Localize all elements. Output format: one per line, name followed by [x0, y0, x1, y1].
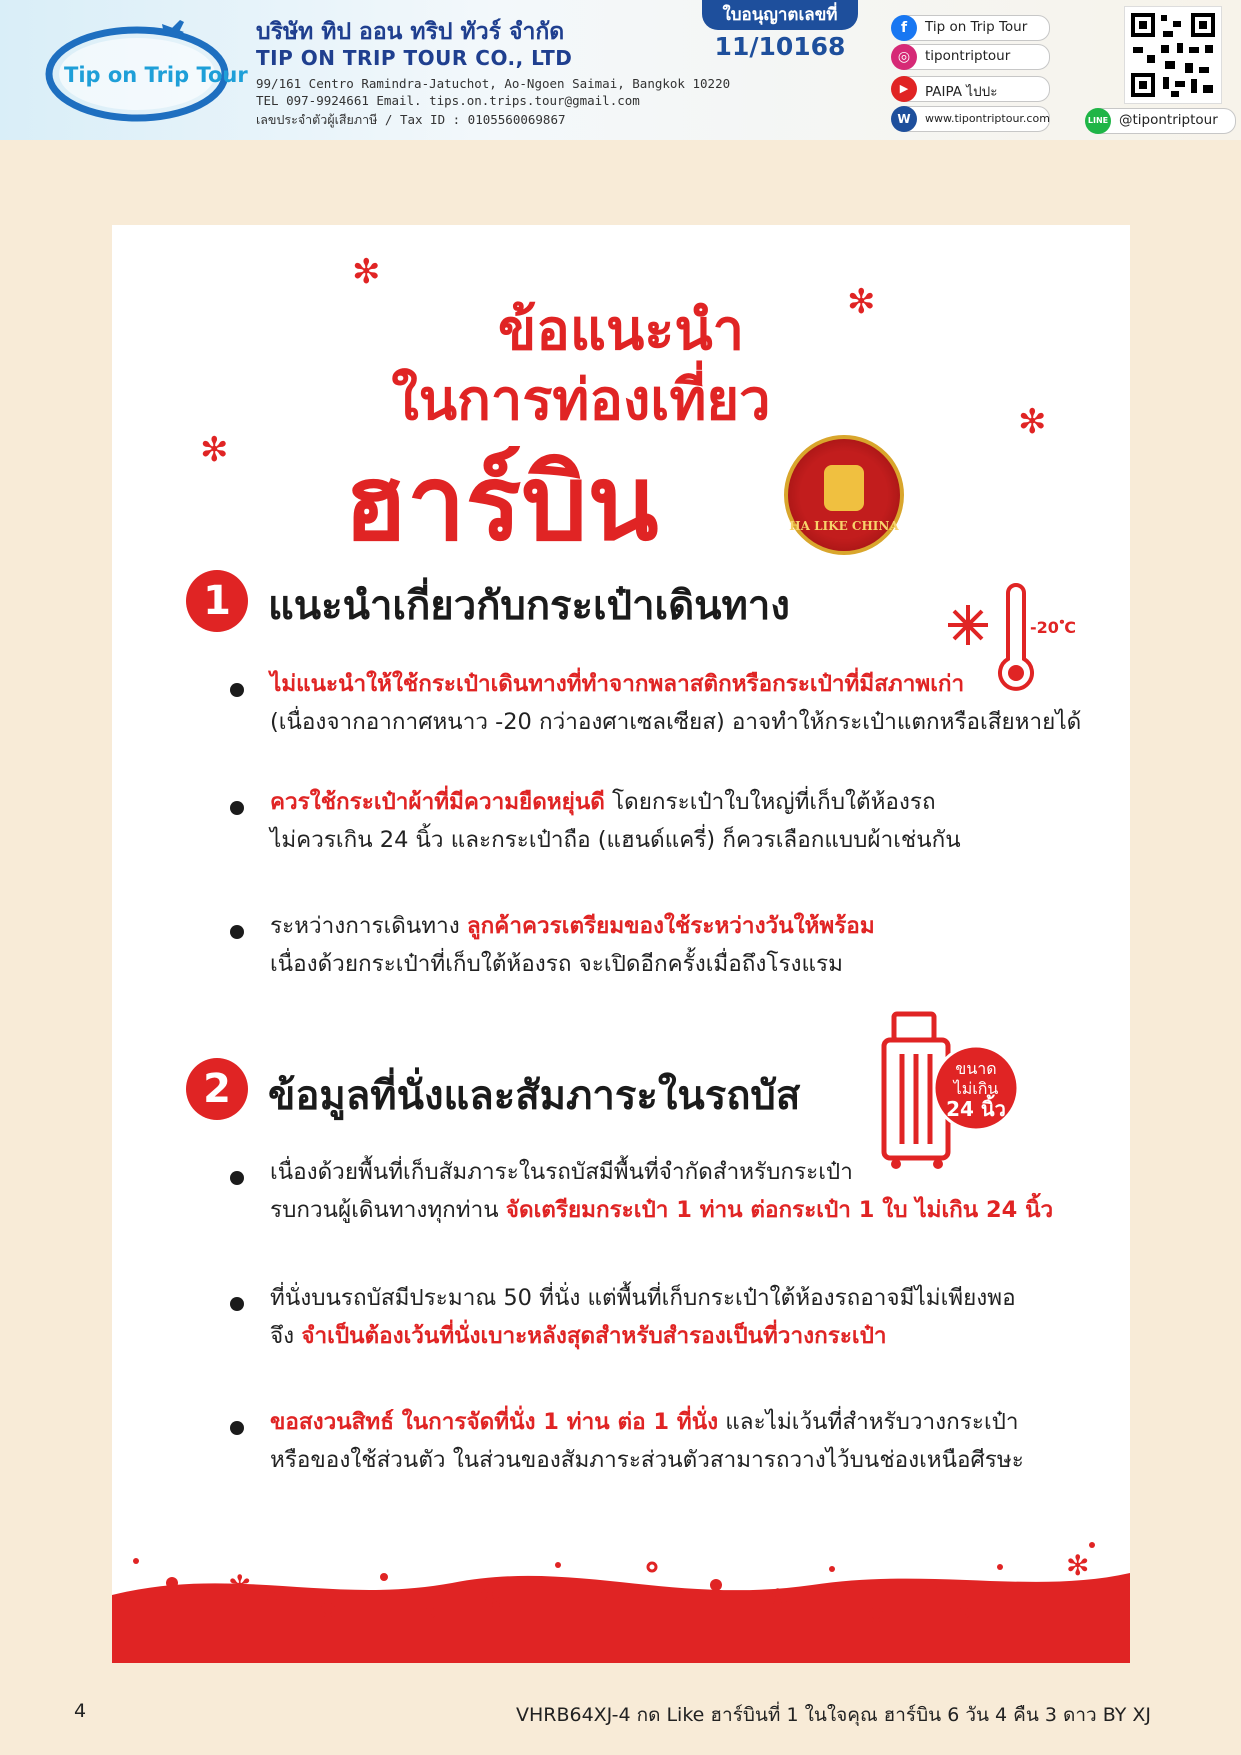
- svg-text:ไม่เกิน: ไม่เกิน: [953, 1079, 999, 1098]
- website-link[interactable]: [892, 106, 1050, 132]
- svg-text:ขนาด: ขนาด: [955, 1059, 997, 1078]
- snowflake-icon: ✻: [766, 1583, 790, 1616]
- snowflake-icon: ✻: [352, 252, 381, 292]
- page-number: 4: [74, 1700, 87, 1722]
- thumbs-up-icon: [824, 465, 864, 511]
- instagram-link[interactable]: [892, 44, 1050, 70]
- bullet: [230, 1297, 244, 1311]
- facebook-icon: f: [891, 15, 917, 41]
- section-heading: ข้อมูลที่นั่งและสัมภาระในรถบัส: [268, 1073, 801, 1119]
- bullet: [230, 801, 244, 815]
- section-number: 1: [186, 570, 248, 632]
- snowflake-icon: ✻: [847, 282, 876, 322]
- tour-code-footer: VHRB64XJ-4 กด Like ฮาร์บินที่ 1 ในใจคุณ ฮาร์บิน 6 วัน 4 คืน 3 ดาว BY XJ: [515, 1704, 1151, 1726]
- list-item: ระหว่างการเดินทาง ลูกค้าควรเตรียมของใช้ระหว่างวันให้พร้อม เนื่องด้วยกระเป๋าที่เก็บใต้ห้องรถ จะเปิดอีกครั้งเมื่อถึงโรงแรม: [270, 913, 875, 977]
- company-name-thai: บริษัท ทิป ออน ทริป ทัวร์ จำกัด: [256, 19, 565, 45]
- list-item: เนื่องด้วยพื้นที่เก็บสัมภาระในรถบัสมีพื้นที่จำกัดสำหรับกระเป๋า รบกวนผู้เดินทางทุกท่าน จัดเตรียมกระเป๋า 1 ท่าน ต่อกระเป๋า 1 ใบ ไม่เกิน 24 นิ้ว: [270, 1159, 1054, 1223]
- list-item: ขอสงวนสิทธ์ ในการจัดที่นั่ง 1 ท่าน ต่อ 1 ที่นั่ง และไม่เว้นที่สำหรับวางกระเป๋า หรือของใช้ส่วนตัว ในส่วนของสัมภาระส่วนตัวสามารถวางไว้บนช่องเหนือศีรษะ: [270, 1409, 1024, 1473]
- license-label: ใบอนุญาตเลขที่: [702, 0, 858, 30]
- section-number: 2: [186, 1058, 248, 1120]
- section-heading: แนะนำเกี่ยวกับกระเป๋าเดินทาง: [268, 583, 790, 629]
- snowflake-icon: ✻: [228, 1569, 252, 1602]
- list-item: ควรใช้กระเป๋าผ้าที่มีความยืดหยุ่นดี โดยกระเป๋าใบใหญ่ที่เก็บใต้ห้องรถ ไม่ควรเกิน 24 นิ้ว และกระเป๋าถือ (แฮนด์แครี่) ก็ควรเลือกแบบผ้าเช่นกัน: [270, 789, 961, 853]
- line-label: @tipontriptour: [1119, 112, 1218, 128]
- harbin-tips-poster: [112, 225, 1130, 1663]
- instagram-label: tipontriptour: [925, 48, 1011, 64]
- svg-text:Tip on Trip Tour: Tip on Trip Tour: [64, 63, 248, 87]
- line-link[interactable]: [1086, 108, 1236, 134]
- youtube-link[interactable]: [892, 76, 1050, 102]
- company-address: 99/161 Centro Ramindra-Jatuchot, Ao-Ngoen Saimai, Bangkok 10220: [256, 76, 731, 91]
- list-item: ไม่แนะนำให้ใช้กระเป๋าเดินทางที่ทำจากพลาสติกหรือกระเป๋าที่มีสภาพเก่า (เนื่องจากอากาศหนาว -20 กว่าองศาเซลเซียส) อาจทำให้กระเป๋าแตกหรือเสียหายได้: [270, 671, 1082, 735]
- poster-title-line2: ในการท่องเที่ยว: [391, 368, 771, 433]
- instagram-icon: ◎: [891, 44, 917, 70]
- snowflake-icon: ✻: [1018, 402, 1047, 442]
- facebook-label: Tip on Trip Tour: [925, 19, 1028, 35]
- suitcase-icon: [880, 1010, 1020, 1170]
- snowflake-icon: ✻: [1066, 1549, 1090, 1582]
- youtube-icon: ▶: [891, 76, 917, 102]
- snowflake-icon: ✻: [478, 1579, 502, 1612]
- company-header: [0, 0, 1241, 140]
- website-label: www.tipontriptour.com: [925, 112, 1050, 125]
- bullet: [230, 683, 244, 697]
- line-icon: LINE: [1085, 108, 1111, 134]
- company-name-english: TIP ON TRIP TOUR CO., LTD: [256, 46, 573, 70]
- bullet: [230, 925, 244, 939]
- qr-code[interactable]: [1124, 6, 1222, 104]
- web-icon: W: [891, 106, 917, 132]
- bullet: [230, 1171, 244, 1185]
- ha-like-china-badge: HA LIKE CHINA: [784, 435, 904, 555]
- list-item: ที่นั่งบนรถบัสมีประมาณ 50 ที่นั่ง แต่พื้นที่เก็บกระเป๋าใต้ห้องรถอาจมีไม่เพียงพอ จึง จำเป็นต้องเว้นที่นั่งเบาะหลังสุดสำหรับสำรองเป็นที่วางกระเป๋า: [270, 1285, 1016, 1349]
- tip-on-trip-logo: [44, 12, 248, 124]
- svg-text:24 นิ้ว: 24 นิ้ว: [946, 1097, 1006, 1121]
- company-contact: TEL 097-9924661 Email. tips.on.trips.tour@gmail.com: [256, 93, 640, 108]
- license-number: 11/10168: [714, 32, 846, 61]
- youtube-label: PAIPA ไปปะ: [925, 84, 998, 100]
- red-snow-wave-footer: [112, 1455, 1130, 1663]
- poster-title-line1: ข้อแนะนำ: [497, 298, 745, 363]
- svg-text:-20 ํC: -20 ํC: [1030, 618, 1077, 637]
- snowflake-icon: ✻: [200, 430, 229, 470]
- facebook-link[interactable]: [892, 15, 1050, 41]
- bullet: [230, 1421, 244, 1435]
- company-tax-id: เลขประจำตัวผู้เสียภาษี / Tax ID : 0105560069867: [256, 112, 566, 127]
- poster-title-harbin: ฮาร์บิน: [343, 442, 659, 564]
